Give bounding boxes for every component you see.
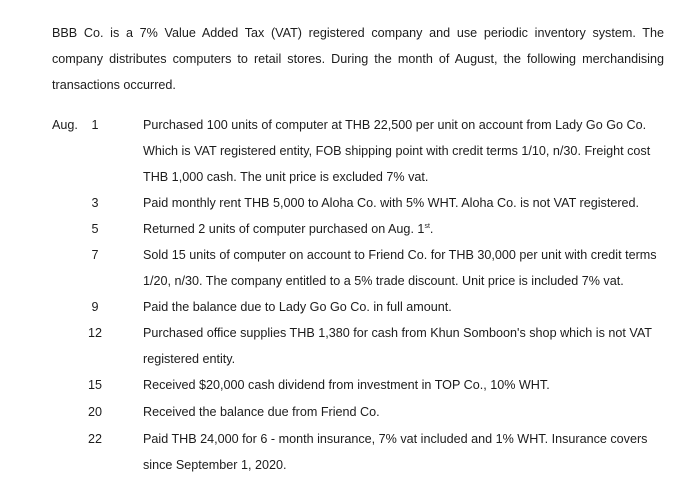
- description-line: Paid the balance due to Lady Go Go Co. in full amount.: [143, 300, 452, 314]
- transaction-day: 5: [91, 222, 99, 236]
- transaction-day: 22: [87, 432, 102, 446]
- description-line: THB 1,000 cash. The unit price is excluded 7% vat.: [143, 170, 429, 184]
- transaction-description: [143, 216, 663, 242]
- transaction-description: [143, 242, 663, 294]
- description-line: Received $20,000 cash dividend from investment in TOP Co., 10% WHT.: [143, 378, 550, 392]
- description-line: Paid THB 24,000 for 6 - month insurance, 7% vat included and 1% WHT. Insurance covers: [143, 432, 648, 446]
- transaction-description: [143, 320, 663, 372]
- transaction-day: 1: [91, 118, 99, 132]
- description-line: Purchased 100 units of computer at THB 22,500 per unit on account from Lady Go Go Co.: [143, 118, 647, 132]
- description-line: Which is VAT registered entity, FOB shipping point with credit terms 1/10, n/30. Freight cost: [143, 144, 651, 158]
- transaction-description: [143, 112, 663, 190]
- cutoff-next-line: [90, 482, 650, 494]
- transaction-day: 3: [91, 196, 99, 210]
- ordinal-suffix: st: [424, 222, 430, 230]
- transaction-day: 7: [91, 248, 99, 262]
- description-line: Received the balance due from Friend Co.: [143, 405, 380, 419]
- description-line: [143, 216, 663, 242]
- transaction-day: 20: [87, 405, 102, 419]
- description-line: Paid monthly rent THB 5,000 to Aloha Co. with 5% WHT. Aloha Co. is not VAT registered.: [143, 196, 640, 210]
- intro-paragraph: BBB Co. is a 7% Value Added Tax (VAT) registered company and use periodic inventory system. The company distributes computers to retail stores. During the month of August, the following merchandising transactions occurred.: [52, 26, 664, 92]
- description-line: 1/20, n/30. The company entitled to a 5% trade discount. Unit price is included 7% vat.: [143, 274, 624, 288]
- transaction-description: [143, 372, 663, 398]
- transaction-day: 12: [87, 326, 102, 340]
- month-label: Aug.: [52, 118, 78, 132]
- transaction-description: [143, 399, 663, 425]
- transaction-description: [143, 294, 663, 320]
- transaction-description: [143, 190, 663, 216]
- description-end: .: [429, 222, 434, 236]
- transaction-day: 15: [87, 378, 102, 392]
- transaction-description: [143, 426, 663, 478]
- transaction-day: 9: [91, 300, 99, 314]
- description-text: Returned 2 units of computer purchased on Aug. 1: [143, 222, 425, 236]
- description-line: Sold 15 units of computer on account to Friend Co. for THB 30,000 per unit with credit terms: [143, 248, 657, 262]
- description-line: since September 1, 2020.: [143, 458, 287, 472]
- description-line: Purchased office supplies THB 1,380 for cash from Khun Somboon's shop which is not VAT: [143, 326, 652, 340]
- description-line: registered entity.: [143, 352, 236, 366]
